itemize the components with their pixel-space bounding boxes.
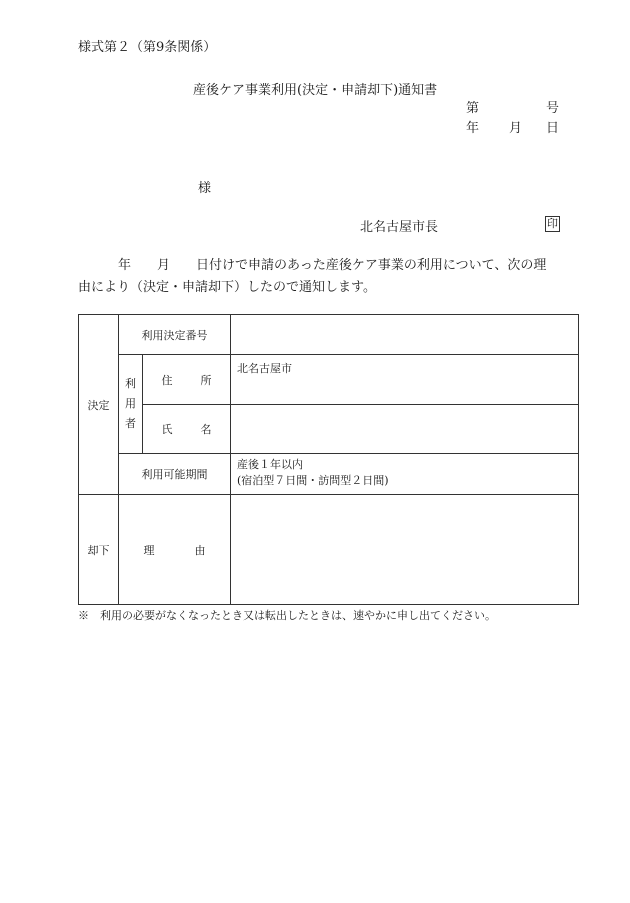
riyo-kanou-kikan-label: 利用可能期間 <box>119 454 231 495</box>
notice-body-line2: 由により（決定・申請却下）したので通知します。 <box>78 280 376 295</box>
shimei-value <box>231 405 579 454</box>
riyo-kettei-bango-label: 利用決定番号 <box>119 315 231 355</box>
recipient-suffix: 様 <box>198 181 212 196</box>
notice-table <box>78 314 579 605</box>
footnote: ※ 利用の必要がなくなったとき又は転出したときは、速やかに申し出てください。 <box>78 609 496 622</box>
doc-number-dai: 第 <box>466 101 480 116</box>
doc-number-go: 号 <box>546 101 560 116</box>
date-year-label: 年 <box>466 121 480 136</box>
notice-body-line1 <box>78 255 568 277</box>
riyu-label: 理由 <box>119 495 231 605</box>
riyo-kettei-bango-value <box>231 315 579 355</box>
date-month-label: 月 <box>509 121 523 136</box>
body-line1-text: 日付けで申請のあった産後ケア事業の利用について、次の理 <box>196 258 547 273</box>
body-year: 年 <box>118 258 132 273</box>
seal-mark: 印 <box>547 217 558 230</box>
riyo-kanou-kikan-value: 産後１年以内 (宿泊型７日間・訪問型２日間) <box>231 454 579 495</box>
form-number: 様式第２（第9条関係） <box>78 40 217 55</box>
riyosha-label: 利 用 者 <box>119 355 143 454</box>
riyu-value <box>231 495 579 605</box>
kyakka-label: 却下 <box>79 495 119 605</box>
jusho-label: 住所 <box>143 355 231 405</box>
date-day-label: 日 <box>546 121 560 136</box>
document-title: 産後ケア事業利用(決定・申請却下)通知書 <box>193 83 438 98</box>
kettei-label: 決定 <box>79 315 119 495</box>
issuer-name: 北名古屋市長 <box>360 220 439 235</box>
notice-body <box>78 255 568 299</box>
jusho-value: 北名古屋市 <box>231 355 579 405</box>
body-month: 月 <box>157 258 171 273</box>
shimei-label: 氏名 <box>143 405 231 454</box>
